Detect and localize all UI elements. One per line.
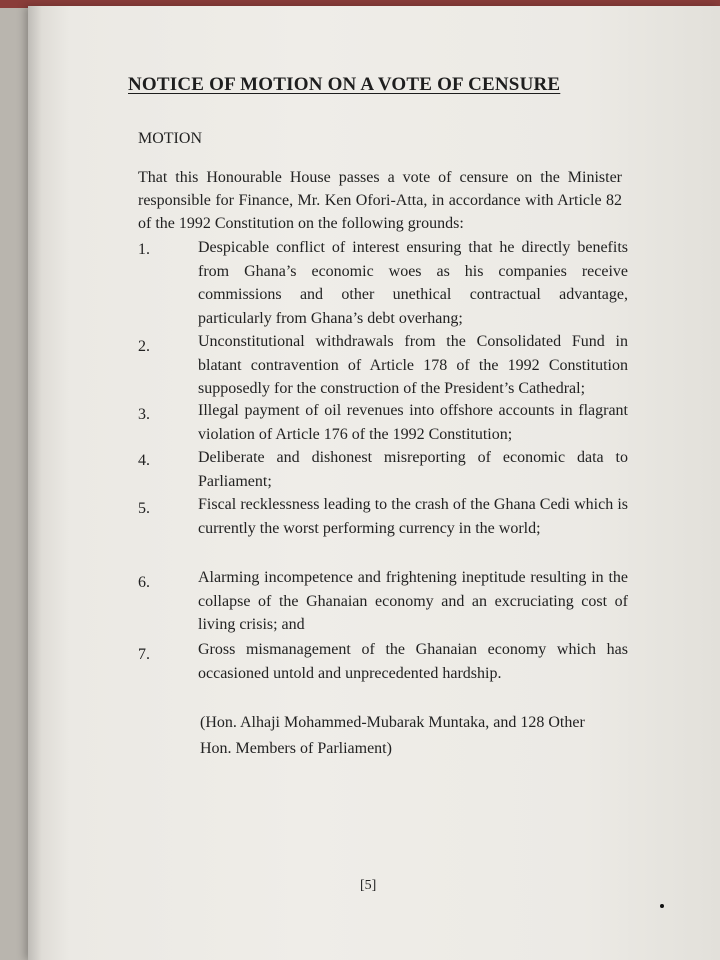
page-number: [5] xyxy=(360,878,377,893)
signature-block xyxy=(200,710,640,762)
ground-number: 5. xyxy=(138,500,150,517)
motion-intro: That this Honourable House passes a vote of censure on the Minister responsible for Finance, Mr. Ken Ofori-Atta, in accordance with Article 82 of the 1992 Constitution on the following grounds: xyxy=(138,169,622,232)
ground-number: 2. xyxy=(138,338,150,355)
ground-text: Unconstitutional withdrawals from the Consolidated Fund in blatant contravention of Article 178 of the 1992 Constitution supposedly for the construction of the President’s Cathedral; xyxy=(198,333,628,397)
ground-text: Alarming incompetence and frightening ineptitude resulting in the collapse of the Ghanaian economy and an excruciating cost of living crisis; and xyxy=(198,569,628,633)
ground-number: 4. xyxy=(138,452,150,469)
ground-text: Illegal payment of oil revenues into offshore accounts in flagrant violation of Article 176 of the 1992 Constitution; xyxy=(198,402,628,443)
ground-text: Despicable conflict of interest ensuring that he directly benefits from Ghana’s economic woes as his companies receive commissions and other unethical contractual advantage, particularly from Ghana’s debt overhang; xyxy=(198,239,628,327)
ink-speck xyxy=(660,904,664,908)
ground-number: 7. xyxy=(138,646,150,663)
ground-text: Deliberate and dishonest misreporting of economic data to Parliament; xyxy=(198,449,628,490)
signature-line-2: Hon. Members of Parliament) xyxy=(200,740,392,757)
ground-text: Gross mismanagement of the Ghanaian economy which has occasioned untold and unprecedented hardship. xyxy=(198,641,628,682)
motion-heading: MOTION xyxy=(138,130,202,147)
signature-line-1: (Hon. Alhaji Mohammed-Mubarak Muntaka, and 128 Other xyxy=(200,714,585,731)
ground-number: 1. xyxy=(138,241,150,258)
ground-number: 3. xyxy=(138,406,150,423)
page-spine-shadow xyxy=(28,6,42,960)
document-title: NOTICE OF MOTION ON A VOTE OF CENSURE xyxy=(128,74,561,95)
ground-text: Fiscal recklessness leading to the crash of the Ghana Cedi which is currently the worst performing currency in the world; xyxy=(198,496,628,537)
ground-number: 6. xyxy=(138,574,150,591)
